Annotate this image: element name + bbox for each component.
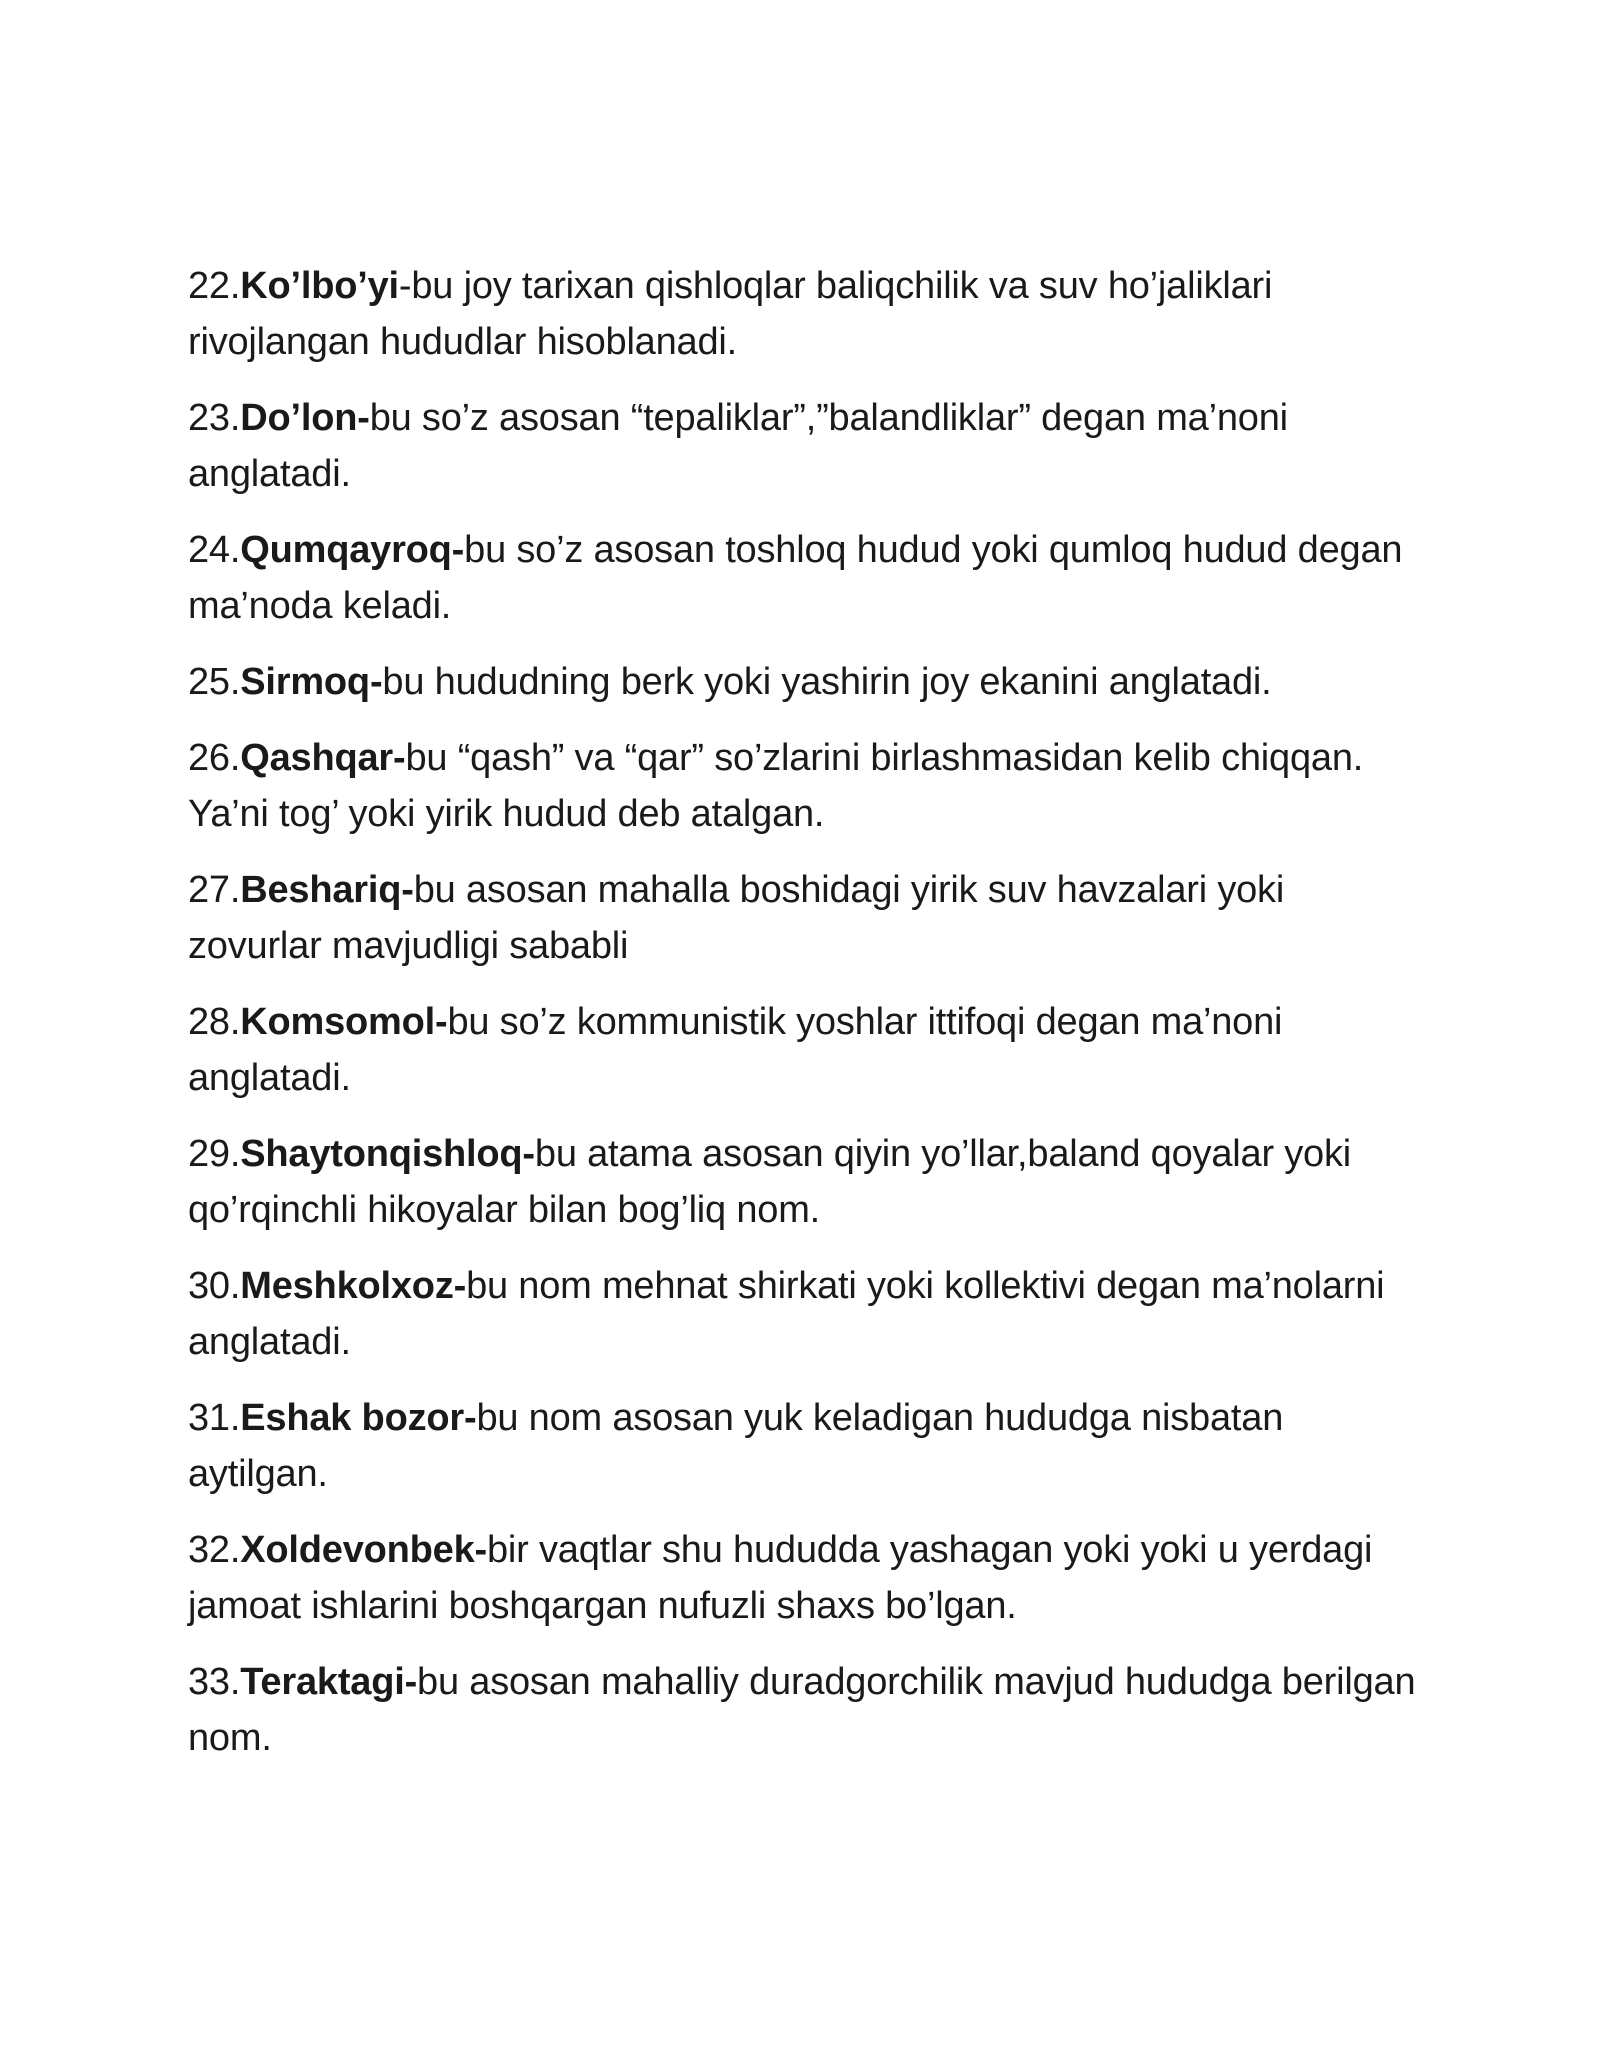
list-item	[188, 1258, 1418, 1370]
entry-number: 26.	[188, 737, 241, 779]
entry-number: 27.	[188, 869, 241, 911]
list-item	[188, 390, 1418, 502]
entry-description: bu atama asosan qiyin yo’llar,baland qoyalar yoki qo’rqinchli hikoyalar bilan bog’liq nom.	[188, 1133, 1352, 1231]
entry-number: 22.	[188, 265, 241, 307]
entry-term: Ko’lbo’yi	[240, 265, 399, 307]
list-item	[188, 862, 1418, 974]
entry-number: 30.	[188, 1265, 241, 1307]
entry-description: bu nom mehnat shirkati yoki kollektivi degan ma’nolarni anglatadi.	[188, 1265, 1385, 1363]
entry-number: 32.	[188, 1529, 241, 1571]
entry-description: bu so’z asosan “tepaliklar”,”balandliklar” degan ma’noni anglatadi.	[188, 397, 1288, 495]
entry-description: bu asosan mahalla boshidagi yirik suv havzalari yoki zovurlar mavjudligi sababli	[188, 869, 1285, 967]
entry-term: Sirmoq-	[240, 661, 383, 703]
entry-term: Qumqayroq-	[240, 529, 465, 571]
entry-number: 28.	[188, 1001, 241, 1043]
list-item	[188, 522, 1418, 634]
entry-description: bu so’z asosan toshloq hudud yoki qumloq hudud degan ma’noda keladi.	[188, 529, 1403, 627]
entry-description: bu “qash” va “qar” so’zlarini birlashmasidan kelib chiqqan. Ya’ni tog’ yoki yirik hudud deb atalgan.	[188, 737, 1364, 835]
entry-description: bir vaqtlar shu hududda yashagan yoki yoki u yerdagi jamoat ishlarini boshqargan nufuzli shaxs bo’lgan.	[188, 1529, 1373, 1627]
entry-term: Beshariq-	[240, 869, 414, 911]
list-item	[188, 1654, 1418, 1766]
entry-list	[188, 258, 1418, 1786]
entry-number: 31.	[188, 1397, 241, 1439]
entry-number: 25.	[188, 661, 241, 703]
entry-description: bu so’z kommunistik yoshlar ittifoqi degan ma’noni anglatadi.	[188, 1001, 1283, 1099]
entry-term: Meshkolxoz-	[240, 1265, 467, 1307]
entry-description: bu nom asosan yuk keladigan hududga nisbatan aytilgan.	[188, 1397, 1284, 1495]
list-item	[188, 1390, 1418, 1502]
list-item	[188, 994, 1418, 1106]
list-item	[188, 654, 1418, 710]
entry-description: bu asosan mahalliy duradgorchilik mavjud hududga berilgan nom.	[188, 1661, 1416, 1759]
entry-term: Komsomol-	[240, 1001, 448, 1043]
entry-description: -bu joy tarixan qishloqlar baliqchilik va suv ho’jaliklari rivojlangan hududlar hisoblanadi.	[188, 265, 1273, 363]
entry-term: Xoldevonbek-	[240, 1529, 487, 1571]
entry-description: bu hududning berk yoki yashirin joy ekanini anglatadi.	[382, 661, 1272, 703]
entry-number: 23.	[188, 397, 241, 439]
entry-term: Eshak bozor-	[240, 1397, 477, 1439]
list-item	[188, 1126, 1418, 1238]
list-item	[188, 1522, 1418, 1634]
entry-term: Shaytonqishloq-	[240, 1133, 535, 1175]
entry-number: 24.	[188, 529, 241, 571]
entry-term: Do’lon-	[240, 397, 370, 439]
list-item	[188, 730, 1418, 842]
list-item	[188, 258, 1418, 370]
entry-number: 29.	[188, 1133, 241, 1175]
entry-term: Qashqar-	[240, 737, 406, 779]
entry-term: Teraktagi-	[240, 1661, 418, 1703]
entry-number: 33.	[188, 1661, 241, 1703]
